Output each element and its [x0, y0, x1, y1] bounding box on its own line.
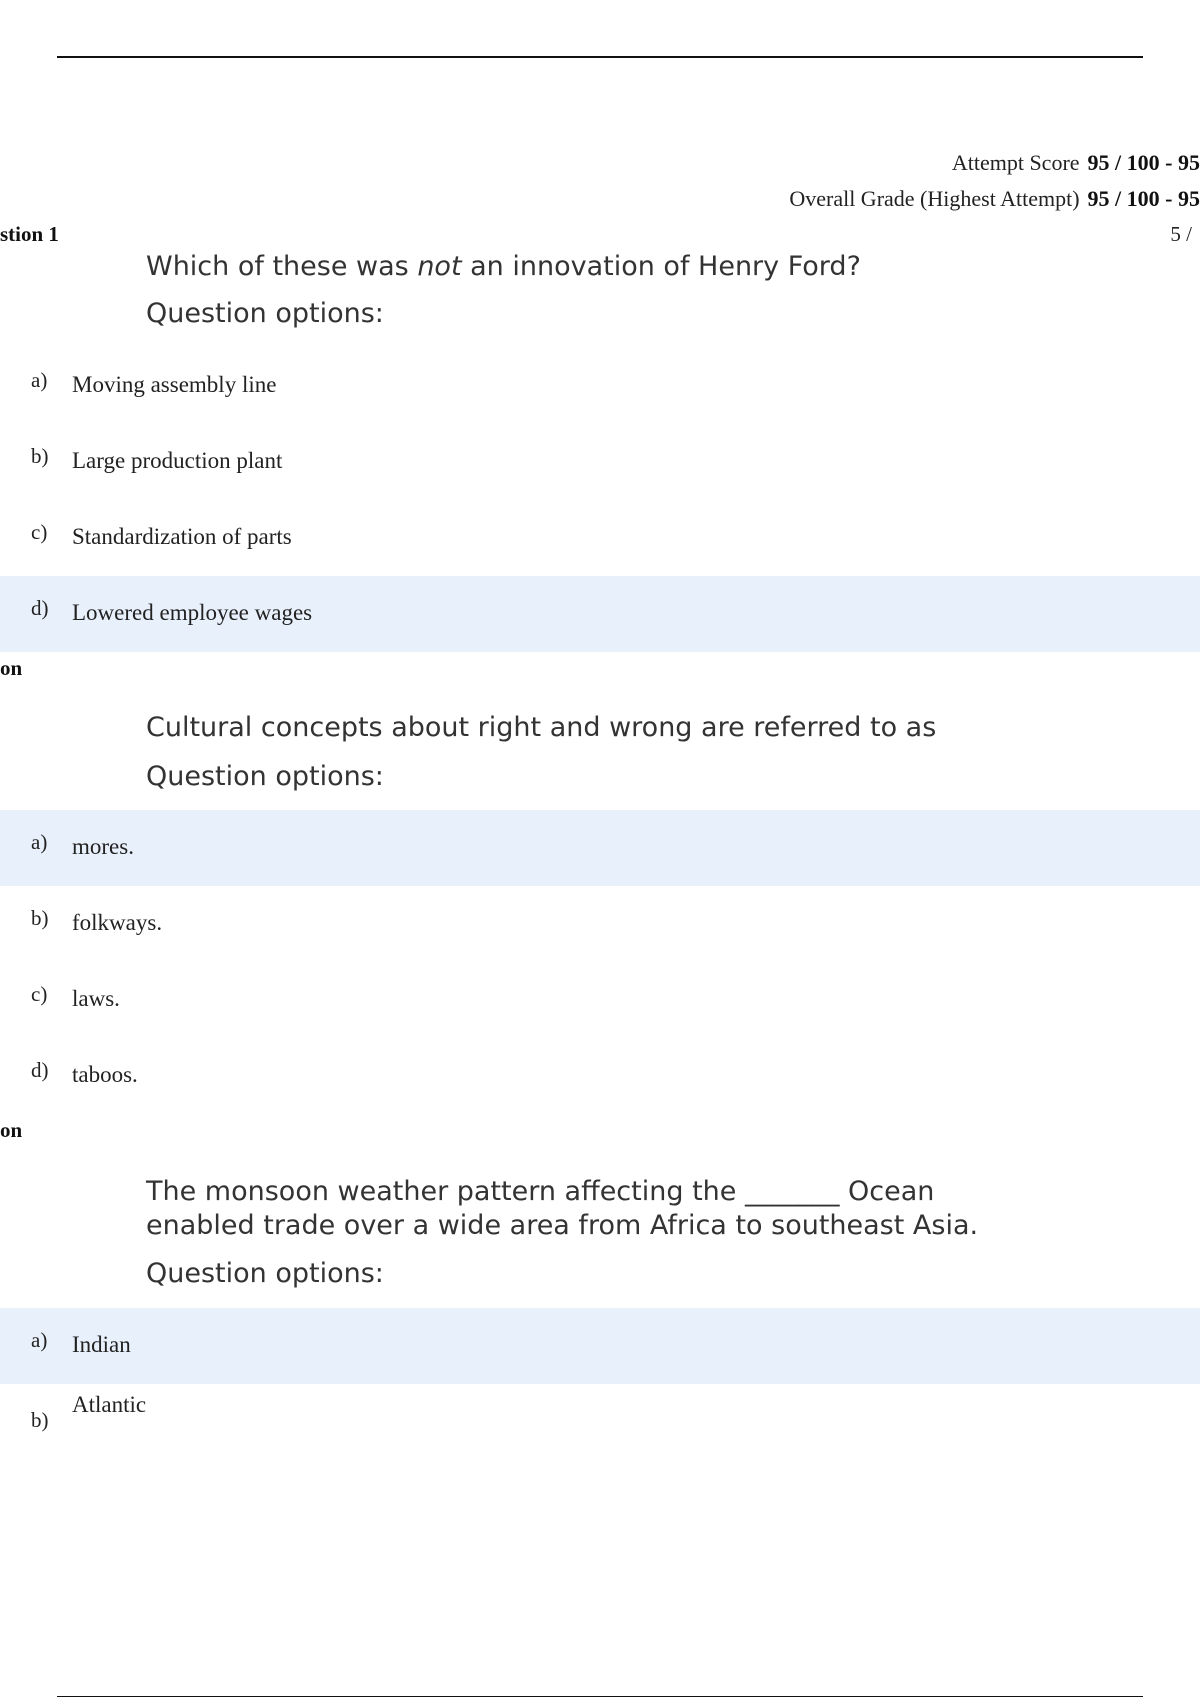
- option-text: Large production plant: [72, 448, 283, 473]
- question-1-option-d-selected[interactable]: [0, 576, 1200, 652]
- question-3-options-label: Question options:: [146, 1258, 384, 1289]
- question-2-header: on: [0, 656, 23, 680]
- option-text: Standardization of parts: [72, 524, 292, 549]
- question-3-option-a-selected[interactable]: [0, 1308, 1200, 1384]
- question-1-options-label: Question options:: [146, 298, 384, 329]
- question-1-text: [146, 250, 1046, 284]
- attempt-score-value: 95 / 100 - 95: [1087, 150, 1200, 175]
- option-text: Lowered employee wages: [72, 600, 313, 625]
- question-2-text: Cultural concepts about right and wrong are referred to as: [146, 712, 937, 743]
- overall-grade: [789, 186, 1200, 212]
- question-1-option-b[interactable]: [0, 424, 1200, 500]
- question-1-text-start: Which of these was: [146, 251, 418, 282]
- option-letter: c): [31, 982, 48, 1006]
- question-2-option-a-selected[interactable]: [0, 810, 1200, 886]
- question-3-text: The monsoon weather pattern affecting the _______ Ocean enabled trade over a wide area from Africa to southeast Asia.: [146, 1176, 979, 1241]
- question-2-option-d[interactable]: [0, 1038, 1200, 1114]
- footer-rule: [57, 1696, 1143, 1697]
- attempt-score: [952, 150, 1200, 176]
- overall-grade-label: Overall Grade (Highest Attempt): [789, 186, 1080, 211]
- option-text: Moving assembly line: [72, 372, 277, 397]
- question-1-option-c[interactable]: [0, 500, 1200, 576]
- option-letter: a): [31, 1328, 48, 1352]
- question-1-header: stion 1: [0, 222, 59, 246]
- question-3-header: on: [0, 1118, 23, 1142]
- header-rule: [57, 56, 1143, 58]
- option-text: mores.: [72, 834, 134, 859]
- question-3-option-b[interactable]: [0, 1384, 1200, 1460]
- option-text: laws.: [72, 986, 120, 1011]
- option-text: taboos.: [72, 1062, 138, 1087]
- option-letter: b): [31, 444, 49, 468]
- question-2-options-label: Question options:: [146, 761, 384, 792]
- option-letter: d): [31, 596, 49, 620]
- question-2-option-b[interactable]: [0, 886, 1200, 962]
- question-1-points: 5 /: [1170, 222, 1192, 246]
- option-text: Atlantic: [72, 1392, 147, 1417]
- option-text: Indian: [72, 1332, 131, 1357]
- option-text: folkways.: [72, 910, 163, 935]
- option-letter: d): [31, 1058, 49, 1082]
- option-letter: b): [31, 1408, 49, 1432]
- option-letter: c): [31, 520, 48, 544]
- question-2-option-c[interactable]: [0, 962, 1200, 1038]
- option-letter: b): [31, 906, 49, 930]
- option-letter: a): [31, 368, 48, 392]
- attempt-score-label: Attempt Score: [951, 150, 1080, 175]
- question-1-text-end: an innovation of Henry Ford?: [461, 251, 861, 282]
- question-1-text-emphasis: not: [417, 251, 462, 282]
- overall-grade-value: 95 / 100 - 95: [1087, 186, 1200, 211]
- option-letter: a): [31, 830, 48, 854]
- question-1-option-a[interactable]: [0, 348, 1200, 424]
